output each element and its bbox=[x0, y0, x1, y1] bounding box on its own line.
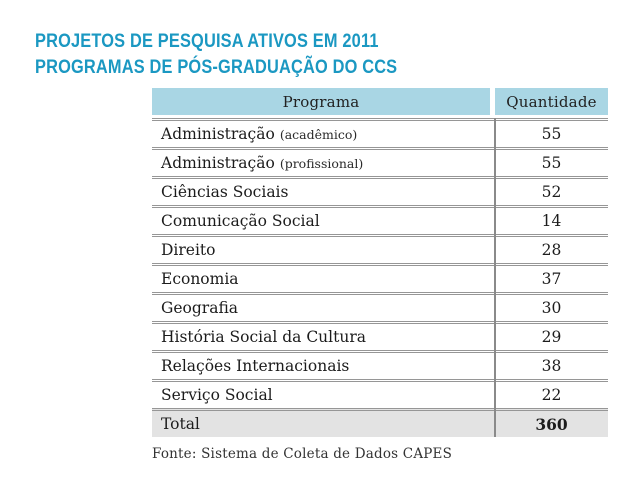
program-name bbox=[152, 183, 495, 201]
program-name bbox=[152, 241, 495, 259]
table-row bbox=[152, 234, 608, 263]
header-cell-program: Programa bbox=[152, 88, 490, 115]
table-row bbox=[152, 379, 608, 408]
column-divider bbox=[494, 118, 496, 437]
quantity-value: 22 bbox=[541, 386, 562, 404]
table-row bbox=[152, 321, 608, 350]
total-label: Total bbox=[161, 415, 200, 433]
table-row bbox=[152, 263, 608, 292]
total-value: 360 bbox=[535, 414, 568, 434]
quantity-value: 29 bbox=[541, 328, 562, 346]
program-name bbox=[152, 328, 495, 346]
data-table bbox=[152, 88, 608, 437]
page-title-line-1: PROJETOS DE PESQUISA ATIVOS EM 2011 bbox=[35, 30, 379, 52]
page-title bbox=[35, 28, 397, 80]
quantity-value: 37 bbox=[541, 270, 562, 288]
program-name bbox=[152, 212, 495, 230]
table-row bbox=[152, 176, 608, 205]
total-row bbox=[152, 408, 608, 437]
quantity-value: 55 bbox=[541, 125, 562, 143]
quantity-value: 38 bbox=[541, 357, 562, 375]
quantity-value: 28 bbox=[541, 241, 562, 259]
header-cell-quantity: Quantidade bbox=[495, 88, 608, 115]
table-row bbox=[152, 147, 608, 176]
program-name-text: Economia bbox=[161, 270, 239, 288]
table-header bbox=[152, 88, 608, 115]
source-note: Fonte: Sistema de Coleta de Dados CAPES bbox=[152, 446, 453, 462]
quantity-value: 55 bbox=[541, 154, 562, 172]
table-row bbox=[152, 205, 608, 234]
table-row bbox=[152, 292, 608, 321]
quantity-value: 52 bbox=[541, 183, 562, 201]
program-name-text: Serviço Social bbox=[161, 386, 273, 404]
program-name bbox=[152, 125, 495, 143]
program-name-text: Direito bbox=[161, 241, 216, 259]
page-title-line-2: PROGRAMAS DE PÓS-GRADUAÇÃO DO CCS bbox=[35, 56, 398, 78]
program-name bbox=[152, 154, 495, 172]
program-name-text: Ciências Sociais bbox=[161, 183, 289, 201]
program-name-text: Administração bbox=[161, 154, 275, 172]
program-name bbox=[152, 299, 495, 317]
program-qualifier: (profissional) bbox=[279, 156, 364, 171]
quantity-value: 14 bbox=[541, 212, 562, 230]
program-name bbox=[152, 386, 495, 404]
program-qualifier: (acadêmico) bbox=[279, 127, 358, 142]
table-body bbox=[152, 118, 608, 437]
program-name-text: Relações Internacionais bbox=[161, 357, 350, 375]
program-name bbox=[152, 357, 495, 375]
program-name-text: Geografia bbox=[161, 299, 239, 317]
program-name-text: Comunicação Social bbox=[161, 212, 320, 230]
table-row bbox=[152, 350, 608, 379]
program-name-text: História Social da Cultura bbox=[161, 328, 366, 346]
table-row bbox=[152, 118, 608, 147]
program-name bbox=[152, 270, 495, 288]
program-name-text: Administração bbox=[161, 125, 275, 143]
quantity-value: 30 bbox=[541, 299, 562, 317]
